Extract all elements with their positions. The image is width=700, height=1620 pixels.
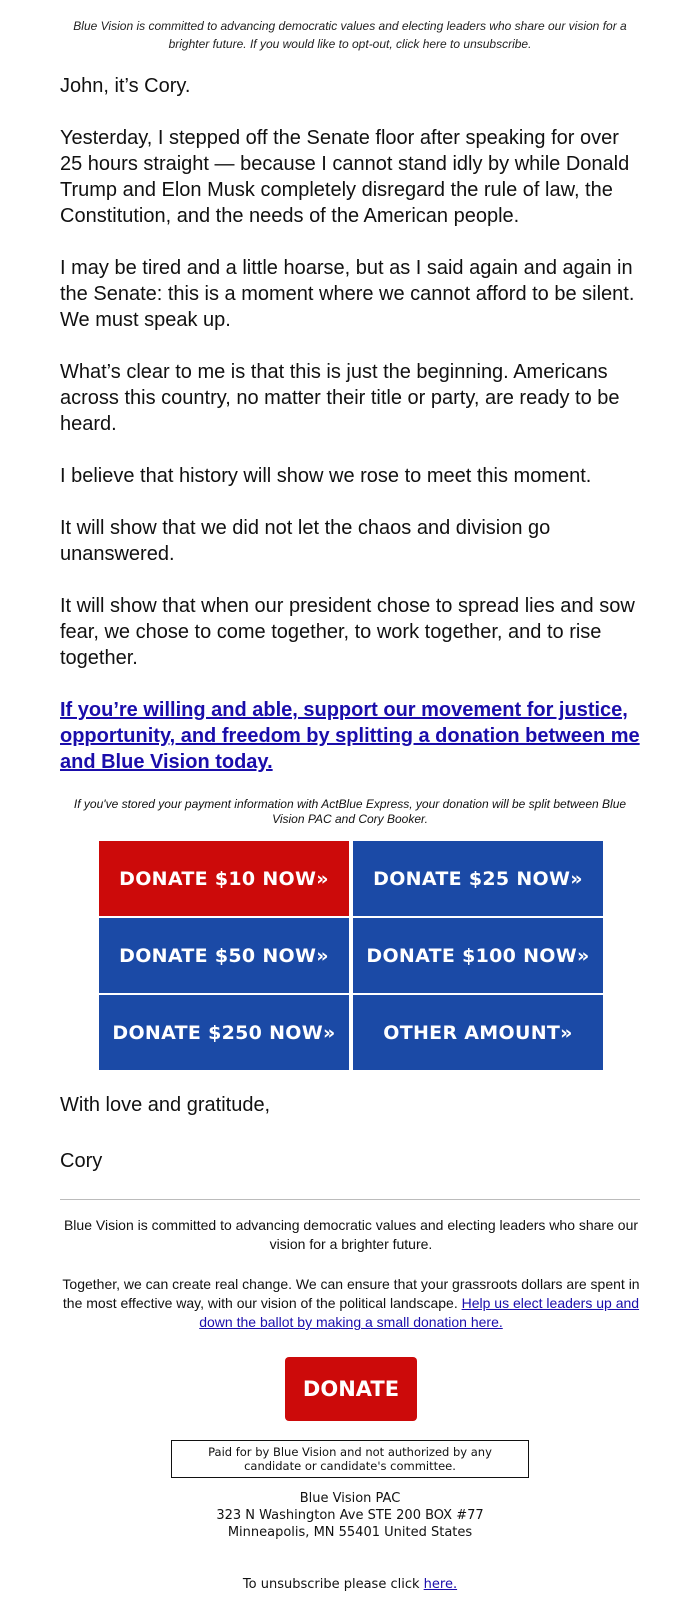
footer-help-link[interactable]: Help us elect leaders up and down the ballot by making a small donation here. [199,1295,640,1330]
closing-line: With love and gratitude, [60,1094,271,1116]
preheader-text: Blue Vision is committed to advancing democratic values and electing leaders who share our vision for a brighter future. [73,19,627,51]
donate-50-button[interactable]: DONATE $50 NOW» [99,918,349,993]
address-org: Blue Vision PAC [299,1491,401,1506]
address-city: Minneapolis, MN 55401 United States [227,1525,473,1540]
letter-paragraph: What’s clear to me is that this is just the beginning. Americans across this country, no matter their title or party, are ready to be heard. [60,361,620,435]
letter-body [60,73,645,795]
letter-paragraph: It will show that we did not let the chaos and division go unanswered. [60,517,551,565]
greeting: John, it’s Cory. [60,75,191,97]
donate-button-grid [99,841,603,1069]
address-street: 323 N Washington Ave STE 200 BOX #77 [216,1508,484,1523]
paid-for-line: candidate or candidate's committee. [244,1459,456,1473]
unsubscribe-link[interactable]: here. [423,1577,458,1592]
paid-for-line: Paid for by Blue Vision and not authorized by any [208,1445,492,1459]
paid-for-disclaimer [171,1440,529,1478]
cta-donate-link[interactable]: If you’re willing and able, support our movement for justice, opportunity, and freedom by splitting a donation between me and Blue Vision today. [60,699,640,773]
letter-paragraph: Yesterday, I stepped off the Senate floor after speaking for over 25 hours straight — because I cannot stand idly by while Donald Trump and Elon Musk completely disregard the rule of law, the Constitution, and the needs of the American people. [60,127,630,227]
donate-other-amount-button[interactable]: OTHER AMOUNT» [353,995,603,1070]
footer-mission: Blue Vision is committed to advancing democratic values and electing leaders who share our vision for a brighter future. [63,1217,639,1252]
optout-link[interactable]: If you would like to opt-out, click here to unsubscribe. [249,37,532,51]
footer-together [60,1275,642,1332]
split-donation-note: If you've stored your payment information with ActBlue Express, your donation will be split between Blue Vision PAC and Cory Booker. [73,797,627,826]
signature: Cory [60,1150,103,1172]
letter-paragraph: I believe that history will show we rose to meet this moment. [60,465,592,487]
donate-100-button[interactable]: DONATE $100 NOW» [353,918,603,993]
preheader [60,17,640,53]
letter-paragraph: It will show that when our president chose to spread lies and sow fear, we chose to come together, to work together, and to rise together. [60,595,635,669]
cta-paragraph [60,697,645,775]
unsubscribe-line [150,1576,550,1593]
letter-paragraph: I may be tired and a little hoarse, but as I said again and again in the Senate: this is a moment where we cannot afford to be silent. We must speak up. [60,257,635,331]
donate-10-button[interactable]: DONATE $10 NOW» [99,841,349,916]
mailing-address [150,1490,550,1541]
footer-divider [60,1199,640,1200]
unsubscribe-text: To unsubscribe please click [242,1577,420,1592]
footer-donate-button[interactable]: DONATE [285,1357,417,1421]
donate-25-button[interactable]: DONATE $25 NOW» [353,841,603,916]
footer-together-text: Together, we can create real change. We can ensure that your grassroots dollars are spent in the most effective way, with our vision of the political landscape. [62,1276,640,1311]
donate-250-button[interactable]: DONATE $250 NOW» [99,995,349,1070]
